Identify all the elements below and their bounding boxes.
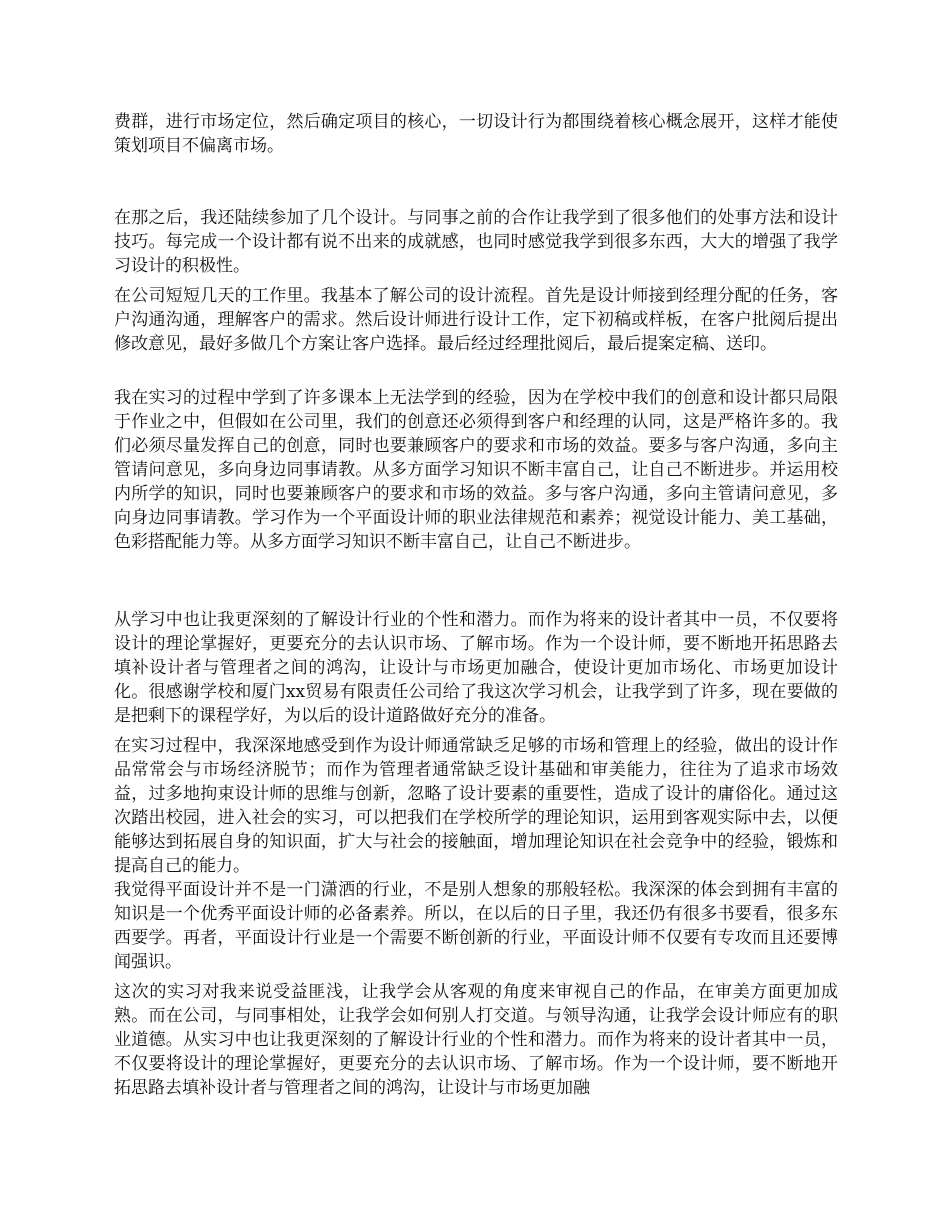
- paragraph-3: [114, 284, 838, 356]
- paragraph-text: 在实习过程中，我深深地感受到作为设计师通常缺乏足够的市场和管理上的经验，做出的设计作品常常会与市场经济脱节；而作为管理者通常缺乏设计基础和审美能力，往往为了追求市场效益，过多地拘束设计师的思维与创新，忽略了设计要素的重要性，造成了设计的庸俗化。通过这次踏出校园，进入社会的实习，可以把我们在学校所学的理论知识，运用到客观实际中去，以便能够达到拓展自身的知识面，扩大与社会的接触面，增加理论知识在社会竞争中的经验，锻炼和提高自己的能力。: [114, 736, 838, 876]
- paragraph-text: 我觉得平面设计并不是一门潇洒的行业，不是别人想象的那般轻松。我深深的体会到拥有丰富的知识是一个优秀平面设计师的必备素养。所以，在以后的日子里，我还仍有很多书要看，很多东西要学。再者，平面设计行业是一个需要不断创新的行业，平面设计师不仅要有专攻而且还要博闻强识。: [114, 880, 838, 972]
- paragraph-text: 费群，进行市场定位，然后确定项目的核心，一切设计行为都围绕着核心概念展开，这样才能使策划项目不偏离市场。: [114, 112, 838, 156]
- paragraph-text: 在那之后，我还陆续参加了几个设计。与同事之前的合作让我学到了很多他们的处事方法和设计技巧。每完成一个设计都有说不出来的成就感，也同时感觉我学到很多东西，大大的增强了我学习设计的积极性。: [114, 208, 838, 276]
- paragraph-text: 在公司短短几天的工作里。我基本了解公司的设计流程。首先是设计师接到经理分配的任务，客户沟通沟通，理解客户的需求。然后设计师进行设计工作，定下初稿或样板，在客户批阅后提出修改意见，最好多做几个方案让客户选择。最后经过经理批阅后，最后提案定稿、送印。: [114, 286, 838, 354]
- paragraph-7: [114, 878, 838, 974]
- paragraph-text: 这次的实习对我来说受益匪浅，让我学会从客观的角度来审视自己的作品，在审美方面更加成熟。而在公司，与同事相处，让我学会如何别人打交道。与领导沟通，让我学会设计师应有的职业道德。从实习中也让我更深刻的了解设计行业的个性和潜力。而作为将来的设计者其中一员，不仅要将设计的理论掌握好，更要充分的去认识市场、了解市场。作为一个设计师，要不断地开拓思路去填补设计者与管理者之间的鸿沟，让设计与市场更加融: [114, 982, 838, 1098]
- paragraph-5: [114, 608, 838, 728]
- paragraph-text: 从学习中也让我更深刻的了解设计行业的个性和潜力。而作为将来的设计者其中一员，不仅要将设计的理论掌握好，更要充分的去认识市场、了解市场。作为一个设计师，要不断地开拓思路去填补设计者与管理者之间的鸿沟，让设计与市场更加融合，使设计更加市场化、市场更加设计化。很感谢学校和厦门xx贸易有限责任公司给了我这次学习机会，让我学到了许多，现在要做的是把剩下的课程学好，为以后的设计道路做好充分的准备。: [114, 610, 838, 726]
- paragraph-8: [114, 980, 838, 1100]
- paragraph-2: [114, 206, 838, 278]
- paragraph-4: [114, 386, 838, 554]
- paragraph-6: [114, 734, 838, 878]
- paragraph-1: [114, 110, 838, 158]
- paragraph-text: 我在实习的过程中学到了许多课本上无法学到的经验，因为在学校中我们的创意和设计都只局限于作业之中，但假如在公司里，我们的创意还必须得到客户和经理的认同，这是严格许多的。我们必须尽量发挥自己的创意，同时也要兼顾客户的要求和市场的效益。要多与客户沟通，多向主管请问意见，多向身边同事请教。从多方面学习知识不断丰富自己，让自己不断进步。并运用校内所学的知识，同时也要兼顾客户的要求和市场的效益。多与客户沟通，多向主管请问意见，多向身边同事请教。学习作为一个平面设计师的职业法律规范和素养；视觉设计能力、美工基础，色彩搭配能力等。从多方面学习知识不断丰富自己，让自己不断进步。: [114, 388, 838, 552]
